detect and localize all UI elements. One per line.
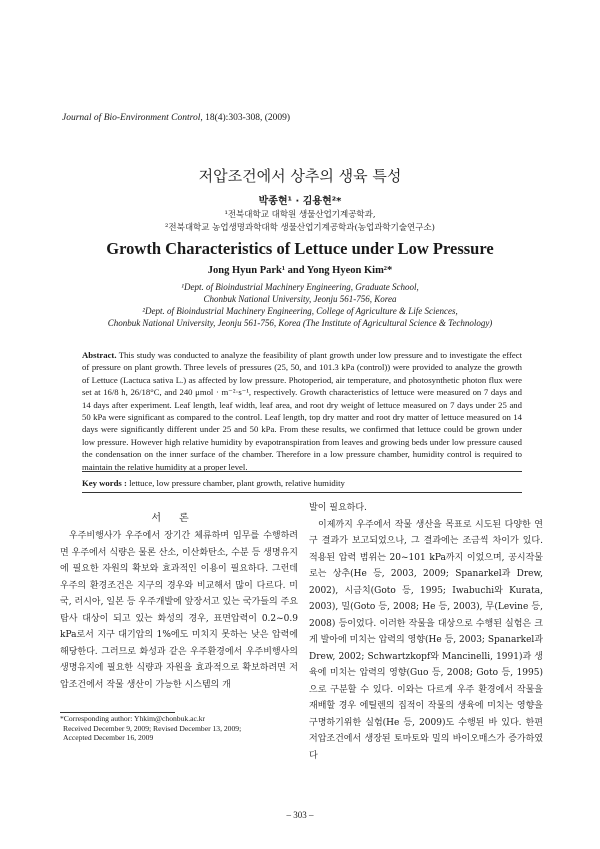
journal-name: Journal of Bio-Environment Control	[62, 113, 201, 123]
keywords-top-rule	[82, 471, 522, 472]
korean-affiliation-1: ¹전북대학교 대학원 생물산업기계공학과,	[224, 210, 376, 220]
body-paragraph: 우주비행사가 우주에서 장기간 체류하며 임무를 수행하려면 우주에서 식량은 물론 산소, 이산화탄소, 수분 등 생명유지에 필요한 자원의 확보와 효과적인 이용이 필요하다. 그런데 우주의 환경조건은 지구의 경우와 비교해서 많이 다르다. 미국, 러시아, 일본 등 우주개발에 앞장서고 있는 국가들의 주요 탐사 대상이 되고 있는 화성의 경우, 표면압력이 0.2~0.9 kPa로서 지구 대기압의 1%에도 미치지 못하는 낮은 압력에 해당한다. 그러므로 화성과 같은 우주환경에서 우주비행사의 생명유지에 필요한 식량과 자원을 효과적으로 확보하려면 저압조건에서 작물 생산이 가능한 시스템의 개	[60, 531, 298, 690]
keywords-text: lettuce, low pressure chamber, plant growth, relative humidity	[129, 478, 345, 488]
journal-volume: , 18(4):303-308, (2009)	[200, 113, 291, 123]
footnote-rule	[60, 712, 175, 713]
body-right-column	[309, 500, 543, 764]
footnote-received: Received December 9, 2009; Revised December 13, 2009;	[63, 723, 242, 733]
abstract-label: Abstract.	[82, 350, 117, 360]
english-affiliation-4: Chonbuk National University, Jeonju 561-756, Korea (The Institute of Agricultural Science & Technology)	[107, 318, 493, 328]
footnote-accepted: Accepted December 16, 2009	[63, 733, 154, 742]
section-heading-introduction: 서론	[151, 513, 207, 524]
footnote-corresponding: *Corresponding author: Yhkim@chonbuk.ac.kr	[60, 714, 206, 723]
abstract-text: This study was conducted to analyze the feasibility of plant growth under low pressure and to investigate the effect of pressure on plant growth. Three levels of pressures (25, 50, and 101.3 kPa (control)) were provided to analyze the growth of Lettuce (Lactuca sativa L.) as affected by low pressure. Photoperiod, air temperature, and photosynthetic photon flux were set at 16/8 h, 26/18°C, and 240 μmol · m⁻²·s⁻¹, respectively. Growth characteristics of lettuce were measured on 7 days and 14 days after experiment. Leaf length, leaf width, leaf area, and root dry weight of lettuce measured on 7 days under 25 and 50 kPa were significant as compared to the control. Leaf length, top dry matter and root dry matter of lettuce measured on 14 days were significantly different under 25 and 50 kPa. From these results, we confirmed that lettuce could be grown under low pressure. However high relative humidity by evapotranspiration from leaves and growing beds under low pressure caused the condensation on the inner surface of the chamber. Therefore in a low pressure chamber, humidity control is required to maintain the relative humidity at a proper level.	[82, 350, 522, 472]
abstract-block	[82, 349, 522, 473]
english-title: Growth Characteristics of Lettuce under Low Pressure	[106, 239, 494, 258]
body-paragraph: 발이 필요하다.	[309, 503, 367, 513]
journal-citation	[62, 113, 290, 123]
english-affiliation-1: ¹Dept. of Bioindustrial Machinery Engineering, Graduate School,	[181, 282, 419, 292]
page-number: – 303 –	[286, 810, 314, 820]
keywords-label: Key words :	[82, 478, 127, 488]
korean-title: 저압조건에서 상추의 생육 특성	[198, 167, 402, 185]
keywords-bottom-rule	[82, 492, 522, 493]
keywords-line	[82, 478, 522, 488]
english-affiliation-2: Chonbuk National University, Jeonju 561-756, Korea	[203, 294, 397, 304]
footnote	[60, 714, 300, 743]
body-left-column	[60, 528, 298, 693]
korean-affiliation-2: ²전북대학교 농업생명과학대학 생물산업기계공학과(농업과학기술연구소)	[165, 223, 435, 233]
body-paragraph: 이제까지 우주에서 작물 생산을 목표로 시도된 다양한 연구 결과가 보고되었으나, 그 결과에는 조금씩 차이가 있다. 적용된 압력 범위는 20~101 kPa까지 이었으며, 공시작물로는 상추(He 등, 2003, 2009; Spanarkel과 Drew, 2002), 시금치(Goto 등, 1995; Iwabuchi와 Kurata, 2003), 밀(Goto 등, 2008; He 등, 2003), 무(Levine 등, 2008) 등이었다. 이러한 작물을 대상으로 수행된 실험은 크게 발아에 미치는 압력의 영향(He 등, 2003; Spanarkel과 Drew, 2002; Schwartzkopf와 Mancinelli, 1991)과 생육에 미치는 압력의 영향(Guo 등, 2008; Goto 등, 1995)으로 구분할 수 있다. 이와는 다르게 우주 환경에서 작물을 재배할 경우 에틸렌의 집적이 작물의 생육에 미치는 영향을 구명하기위한 실험(He 등, 2009)도 수행된 바 있다. 한편 저압조건에서 생장된 토마토와 밀의 바이오매스가 증가하였다	[309, 519, 543, 761]
english-affiliation-3: ²Dept. of Bioindustrial Machinery Engineering, College of Agriculture & Life Sciences,	[142, 306, 458, 316]
korean-authors: 박종현¹ · 김용현²*	[258, 196, 342, 207]
english-authors: Jong Hyun Park¹ and Yong Hyeon Kim²*	[207, 265, 393, 276]
